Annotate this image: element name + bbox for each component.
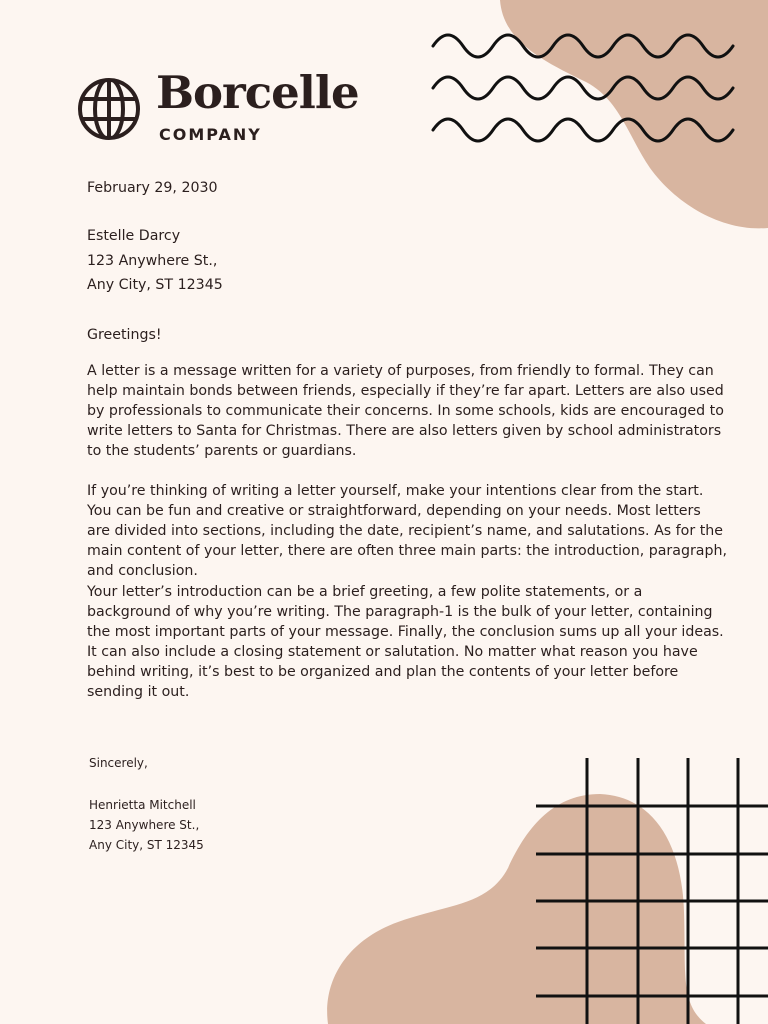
recipient-city: Any City, ST 12345: [87, 277, 223, 293]
paragraph-text: A letter is a message written for a variety of purposes, from friendly to formal. They can help maintain bonds between friends, especially if they’re far apart. Letters are also used by professionals to communicate their concerns. In some schools, kids are encouraged to write letters to Santa for Christmas. There are also letters given by school administrators to the students’ parents or guardians.: [87, 363, 724, 459]
globe-icon: [76, 76, 142, 142]
bottom-right-blob: [327, 794, 706, 1024]
body-paragraph-1: [87, 361, 727, 461]
body-paragraph-2: [87, 481, 727, 581]
body-paragraph-3: [87, 582, 727, 702]
sender-city: Any City, ST 12345: [89, 838, 204, 852]
recipient-name: Estelle Darcy: [87, 228, 181, 244]
top-right-blob: [500, 0, 768, 228]
sender-street: 123 Anywhere St.,: [89, 818, 200, 832]
brand-name: Borcelle: [156, 66, 359, 119]
paragraph-text: If you’re thinking of writing a letter yourself, make your intentions clear from the start. You can be fun and creative or straightforward, depending on your needs. Most letters are divided into sections, including the date, recipient’s name, and salutations. As for the main content of your letter, there are often three main parts: the introduction, paragraph, and conclusion.: [87, 483, 728, 579]
brand-subtitle: COMPANY: [159, 125, 262, 144]
company-logo: [76, 66, 396, 150]
closing: Sincerely,: [89, 756, 148, 770]
greeting: Greetings!: [87, 327, 162, 343]
recipient-street: 123 Anywhere St.,: [87, 253, 218, 269]
letter-date: February 29, 2030: [87, 180, 218, 196]
paragraph-text: Your letter’s introduction can be a brief greeting, a few polite statements, or a background of why you’re writing. The paragraph-1 is the bulk of your letter, containing the most important parts of your message. Finally, the conclusion sums up all your ideas. It can also include a closing statement or salutation. No matter what reason you have behind writing, it’s best to be organized and plan the contents of your letter before sending it out.: [87, 584, 724, 700]
sender-name: Henrietta Mitchell: [89, 798, 196, 812]
